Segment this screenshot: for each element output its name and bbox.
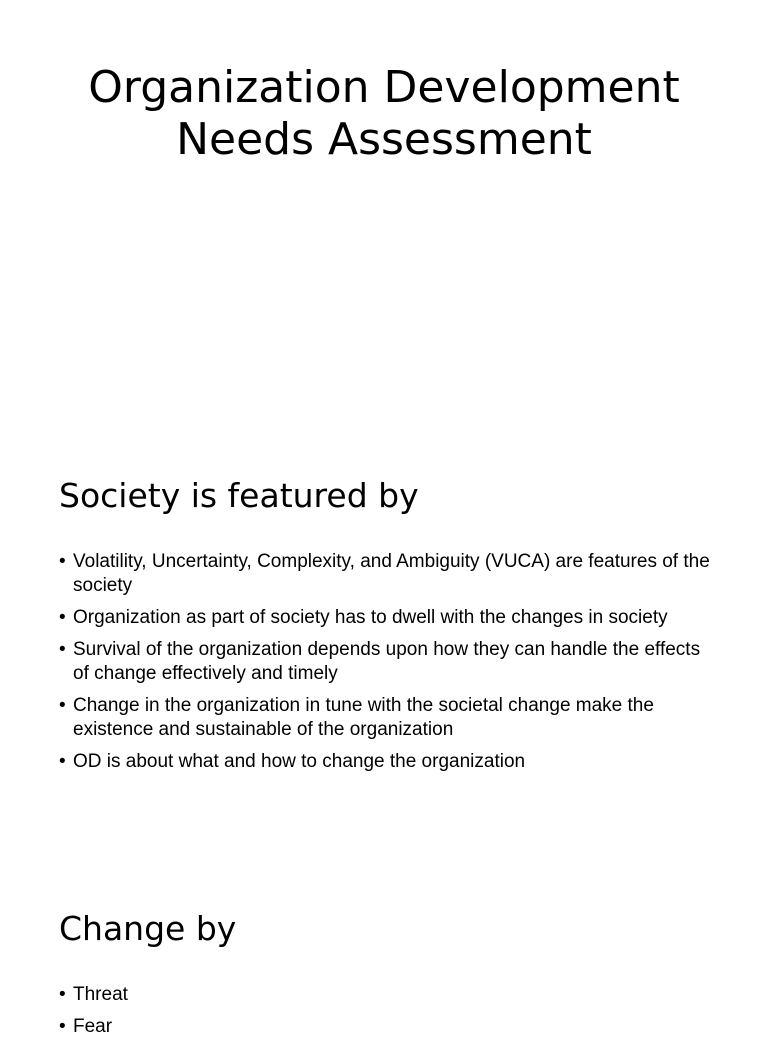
bullet-text: Threat (73, 984, 128, 1005)
bullet-item (59, 983, 719, 1007)
bullet-list (59, 550, 719, 782)
bullet-item (59, 606, 719, 630)
slide-change-by (0, 864, 768, 1037)
bullet-list (59, 983, 719, 1047)
bullet-item (59, 1015, 719, 1039)
bullet-marker: • (59, 695, 66, 716)
bullet-item (59, 750, 719, 774)
bullet-item (59, 638, 719, 686)
bullet-marker: • (59, 607, 66, 628)
bullet-text: Organization as part of society has to dwell with the changes in society (73, 607, 668, 628)
bullet-marker: • (59, 751, 66, 772)
bullet-item (59, 550, 719, 598)
bullet-text: Fear (73, 1016, 113, 1037)
bullet-marker: • (59, 639, 66, 660)
bullet-marker: • (59, 984, 66, 1005)
slide-heading: Society is featured by (59, 476, 419, 515)
bullet-text: Volatility, Uncertainty, Complexity, and Ambiguity (VUCA) are features of the society (73, 551, 710, 596)
slide-society-featured (0, 432, 768, 864)
bullet-marker: • (59, 1016, 66, 1037)
bullet-marker: • (59, 551, 66, 572)
bullet-text: OD is about what and how to change the organization (73, 751, 526, 772)
slide-heading: Change by (59, 909, 237, 948)
bullet-text: Survival of the organization depends upon how they can handle the effects of change effectively and timely (73, 639, 701, 684)
bullet-text: Change in the organization in tune with the societal change make the existence and sustainable of the organization (73, 695, 654, 740)
title-slide (0, 0, 768, 432)
bullet-item (59, 694, 719, 742)
presentation-title: Organization Development Needs Assessment (88, 62, 680, 165)
